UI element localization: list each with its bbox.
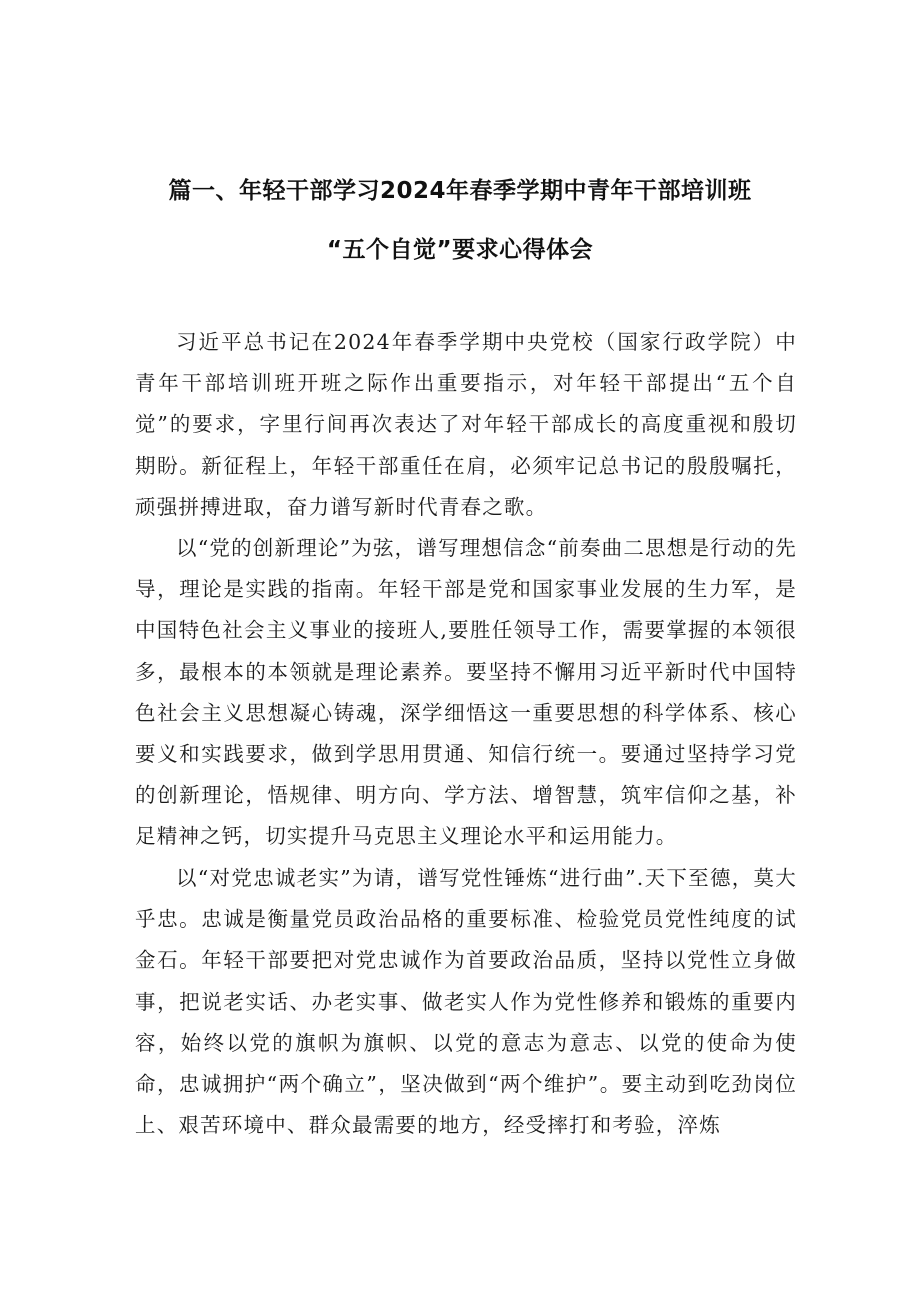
paragraph-1-block	[135, 322, 797, 528]
paragraph: 以“党的创新理论”为弦，谱写理想信念“前奏曲二思想是行动的先导，理论是实践的指南。年轻干部是党和国家事业发展的生力军，是中国特色社会主义事业的接班人,要胜任领导工作，需要掌握的本领很多，最根本的本领就是理论素养。要坚持不懈用习近平新时代中国特色社会主义思想凝心铸魂，深学细悟这一重要思想的科学体系、核心要义和实践要求，做到学思用贯通、知信行统一。要通过坚持学习党的创新理论，悟规律、明方向、学方法、增智慧，筑牢信仰之基，补足精神之钙，切实提升马克思主义理论水平和运用能力。	[135, 536, 797, 849]
paragraph: 以“对党忠诚老实”为请，谱写党性锤炼“进行曲”.天下至德，莫大乎忠。忠诚是衡量党员政治品格的重要标准、检验党员党性纯度的试金石。年轻干部要把对党忠诚作为首要政治品质，坚持以党性立身做事，把说老实话、办老实事、做老实人作为党性修养和锻炼的重要内容，始终以党的旗帜为旗帜、以党的意志为意志、以党的使命为使命，忠诚拥护“两个确立”，坚决做到“两个维护”。要主动到吃劲岗位上、艰苦环境中、群众最需要的地方，经受摔打和考验，淬炼	[135, 866, 797, 1138]
paragraph: 习近平总书记在2024年春季学期中央党校（国家行政学院）中青年干部培训班开班之际作出重要指示，对年轻干部提出“五个自觉”的要求，字里行间再次表达了对年轻干部成长的高度重视和殷切期盼。新征程上，年轻干部重任在肩，必须牢记总书记的殷殷嘱托，顽强拼搏进取，奋力谱写新时代青春之歌。	[135, 330, 797, 519]
paragraph-2-block	[135, 528, 797, 858]
document-title-line-2: “五个自觉”要求心得体会	[326, 237, 594, 263]
paragraph-3-block	[135, 858, 797, 1146]
document-title-line-1: 篇一、年轻干部学习2024年春季学期中青年干部培训班	[168, 178, 752, 204]
